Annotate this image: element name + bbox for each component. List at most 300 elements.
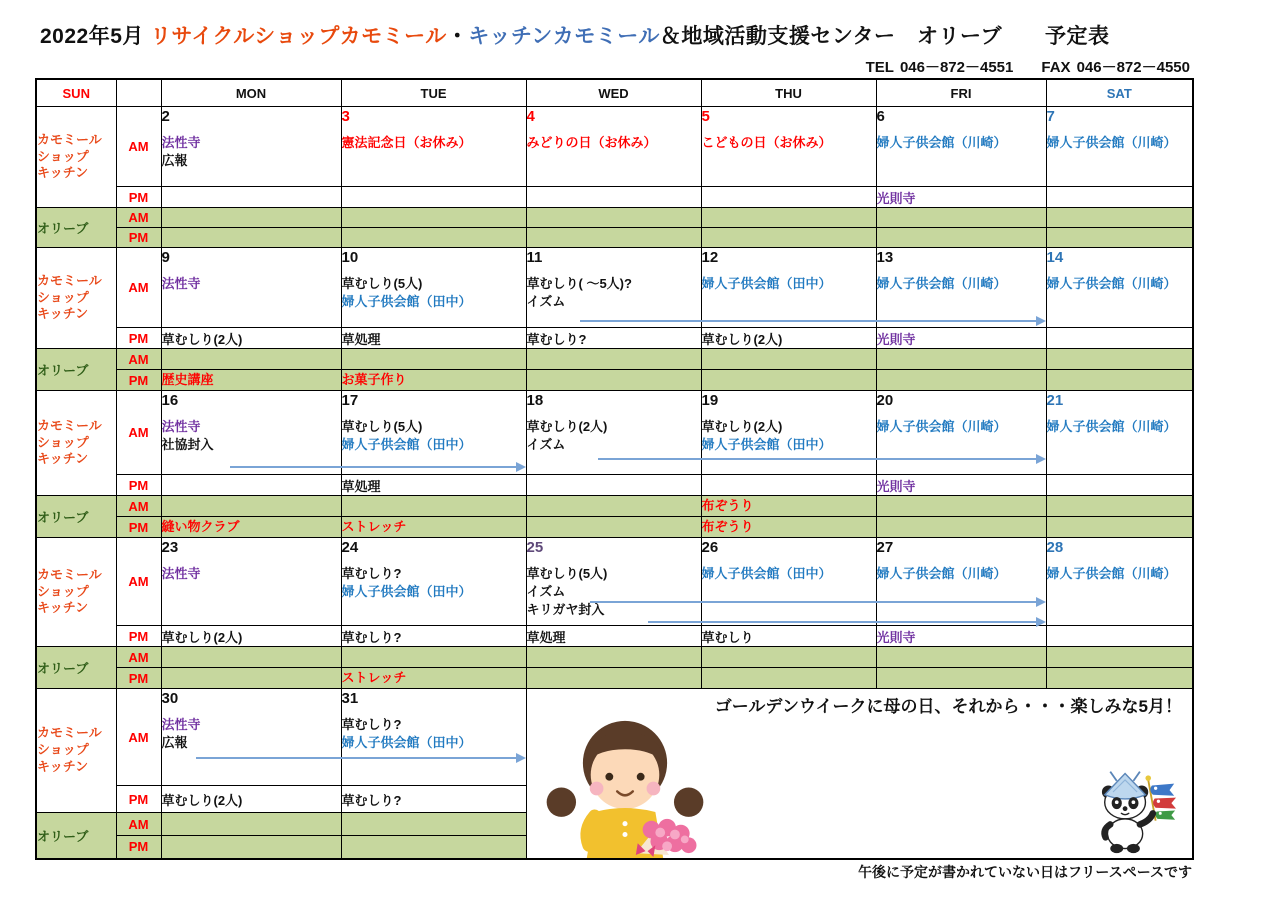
olive-slot-closed xyxy=(1046,228,1193,248)
event-entry: 婦人子供会館（田中） xyxy=(701,566,832,581)
am-events xyxy=(342,275,526,311)
day-cell xyxy=(161,107,341,187)
title-year-month: 2022年5月 xyxy=(40,25,144,48)
event-entry: 法性寺 xyxy=(161,419,201,434)
pm-row-label: PM xyxy=(116,328,161,349)
row-label-olive: オリーブ xyxy=(36,349,116,391)
day-cell-pm xyxy=(341,187,526,208)
olive-activity: 布ぞうり xyxy=(701,498,754,514)
am-events xyxy=(527,418,701,454)
olive-slot xyxy=(526,349,701,370)
am-events xyxy=(1047,275,1193,293)
event-entry: 憲法記念日（お休み） xyxy=(341,135,472,150)
date-label: 25 xyxy=(526,539,544,556)
event-entry: 草処理 xyxy=(341,331,381,347)
olive-slot-closed xyxy=(701,208,876,228)
day-cell xyxy=(526,391,701,475)
continuation-arrow xyxy=(598,458,1043,460)
tel-number: 046－872－4551 xyxy=(899,59,1014,76)
event-entry: 婦人子供会館（川崎） xyxy=(876,566,1007,581)
date-label: 5 xyxy=(701,108,710,125)
day-cell xyxy=(341,391,526,475)
date-label: 23 xyxy=(161,539,179,556)
date-label: 10 xyxy=(341,249,359,266)
olive-slot xyxy=(876,496,1046,517)
calendar-table xyxy=(35,78,1194,860)
event-entry: みどりの日（お休み） xyxy=(526,135,657,150)
date-label: 11 xyxy=(526,249,543,266)
week-2-olive-am-row xyxy=(36,349,1193,370)
event-entry: こどもの日（お休み） xyxy=(701,135,832,150)
olive-slot-closed xyxy=(1046,349,1193,370)
am-events xyxy=(342,134,526,152)
row-label-line: カモミール xyxy=(37,131,102,147)
week-3-olive-am-row xyxy=(36,496,1193,517)
am-events xyxy=(342,418,526,454)
day-cell-pm xyxy=(161,475,341,496)
pm-row-label: PM xyxy=(116,836,161,859)
date-label: 13 xyxy=(876,249,894,266)
day-cell-pm xyxy=(701,187,876,208)
week-4-am-row xyxy=(36,538,1193,626)
date-label: 3 xyxy=(341,108,350,125)
date-label: 26 xyxy=(701,539,719,556)
title-kitchen: キッチンカモミール xyxy=(468,25,660,48)
week-3-am-row xyxy=(36,391,1193,475)
continuation-arrow xyxy=(580,320,1043,322)
title-rest: ＆地域活動支援センター オリーブ 予定表 xyxy=(659,25,1110,48)
day-cell xyxy=(1046,107,1193,187)
event-entry: 法性寺 xyxy=(161,566,201,581)
continuation-arrow xyxy=(590,601,1043,603)
olive-slot-closed xyxy=(1046,647,1193,668)
date-label: 19 xyxy=(701,392,719,409)
continuation-arrow xyxy=(196,757,523,759)
event-entry: 光則寺 xyxy=(876,331,916,347)
day-cell-pm xyxy=(1046,328,1193,349)
am-events xyxy=(702,418,876,454)
olive-slot xyxy=(341,836,526,859)
day-cell xyxy=(1046,248,1193,328)
olive-activity: お菓子作り xyxy=(341,372,407,388)
event-entry: 法性寺 xyxy=(161,717,201,732)
day-cell-pm xyxy=(526,475,701,496)
week-3-pm-row xyxy=(36,475,1193,496)
row-label-line: カモミール xyxy=(37,725,102,741)
day-cell-pm xyxy=(161,786,341,813)
row-label-line: ショップ xyxy=(37,434,89,450)
event-entry: 草むしり(2人) xyxy=(161,331,243,347)
am-row-label: AM xyxy=(116,496,161,517)
event-entry: 草むしり(2人) xyxy=(701,419,783,434)
day-cell-pm xyxy=(701,626,876,647)
weekday-header-thu: THU xyxy=(701,79,876,107)
event-entry: 婦人子供会館（川崎） xyxy=(876,276,1007,291)
row-label-line: キッチン xyxy=(37,165,89,181)
week-1-am-row xyxy=(36,107,1193,187)
event-entry: 婦人子供会館（田中） xyxy=(341,294,472,310)
olive-slot xyxy=(161,517,341,538)
event-entry: 草むしり(5人) xyxy=(341,276,423,291)
olive-slot xyxy=(701,370,876,391)
date-label: 20 xyxy=(876,392,894,409)
tel-label: TEL xyxy=(865,59,894,76)
weekday-header-wed: WED xyxy=(526,79,701,107)
olive-slot xyxy=(876,370,1046,391)
row-label-line: キッチン xyxy=(37,600,89,616)
date-label: 4 xyxy=(526,108,535,125)
row-label-line: カモミール xyxy=(37,566,102,582)
olive-slot-closed xyxy=(1046,668,1193,689)
day-cell xyxy=(701,248,876,328)
day-cell-pm xyxy=(341,786,526,813)
olive-slot xyxy=(161,208,341,228)
am-events xyxy=(1047,565,1193,583)
date-label: 16 xyxy=(161,392,179,409)
row-label-chamomile xyxy=(36,107,116,208)
event-entry: 婦人子供会館（川崎） xyxy=(1046,419,1177,434)
row-label-chamomile xyxy=(36,248,116,349)
day-cell-pm xyxy=(876,187,1046,208)
am-events xyxy=(877,565,1046,583)
fax-number: 046－872－4550 xyxy=(1076,59,1190,76)
event-entry: 光則寺 xyxy=(876,190,916,206)
am-events xyxy=(877,418,1046,436)
olive-activity: 歴史講座 xyxy=(161,372,214,388)
am-row-label: AM xyxy=(116,647,161,668)
pm-row-label: PM xyxy=(116,626,161,647)
olive-slot-closed xyxy=(526,228,701,248)
date-label: 12 xyxy=(701,249,719,266)
olive-slot xyxy=(161,349,341,370)
day-cell xyxy=(161,689,341,786)
weekday-header-sun: SUN xyxy=(36,79,116,107)
contact-info xyxy=(860,56,1190,77)
event-entry: 婦人子供会館（川崎） xyxy=(876,419,1007,434)
date-label: 9 xyxy=(161,249,170,266)
olive-slot xyxy=(701,668,876,689)
row-label-line: ショップ xyxy=(37,289,89,305)
day-cell xyxy=(876,107,1046,187)
event-entry: 草むしり? xyxy=(341,566,402,581)
weekday-header-sat: SAT xyxy=(1046,79,1193,107)
day-cell-pm xyxy=(876,626,1046,647)
olive-slot xyxy=(876,517,1046,538)
day-cell-pm xyxy=(876,328,1046,349)
weekday-header-tue: TUE xyxy=(341,79,526,107)
event-entry: 広報 xyxy=(161,735,188,751)
event-entry: 法性寺 xyxy=(161,135,201,150)
olive-slot xyxy=(526,647,701,668)
pm-row-label: PM xyxy=(116,228,161,248)
pm-row-label: PM xyxy=(116,517,161,538)
row-label-line: キッチン xyxy=(37,758,89,774)
am-events xyxy=(1047,134,1193,152)
week-1-pm-row xyxy=(36,187,1193,208)
am-row-label: AM xyxy=(116,391,161,475)
page-title xyxy=(40,20,1109,50)
olive-slot xyxy=(161,668,341,689)
event-entry: 草むしり(2人) xyxy=(161,629,243,645)
am-row-label: AM xyxy=(116,813,161,836)
event-entry: 婦人子供会館（川崎） xyxy=(876,135,1007,150)
day-cell-pm xyxy=(526,626,701,647)
week-4-olive-am-row xyxy=(36,647,1193,668)
olive-slot-closed xyxy=(341,228,526,248)
date-label: 14 xyxy=(1046,249,1064,266)
day-cell xyxy=(876,391,1046,475)
date-label: 30 xyxy=(161,690,179,707)
olive-slot-closed xyxy=(526,668,701,689)
date-label: 31 xyxy=(341,690,359,707)
footer-note: 午後に予定が書かれていない日はフリースペースです xyxy=(857,864,1192,880)
event-entry: イズム xyxy=(526,294,566,310)
week-2-olive-pm-row xyxy=(36,370,1193,391)
event-entry: イズム xyxy=(526,584,566,600)
row-label-line: ショップ xyxy=(37,583,89,599)
olive-slot-closed xyxy=(1046,370,1193,391)
day-cell-pm xyxy=(161,187,341,208)
am-row-label: AM xyxy=(116,107,161,187)
olive-slot xyxy=(876,647,1046,668)
row-label-olive: オリーブ xyxy=(36,647,116,689)
row-label-olive: オリーブ xyxy=(36,813,116,859)
event-entry: 草むしり(5人) xyxy=(526,566,608,581)
olive-slot-closed xyxy=(1046,208,1193,228)
day-cell xyxy=(161,391,341,475)
event-entry: 婦人子供会館（川崎） xyxy=(1046,276,1177,291)
event-entry: イズム xyxy=(526,437,566,453)
pm-row-label: PM xyxy=(116,370,161,391)
olive-slot xyxy=(161,496,341,517)
day-cell xyxy=(1046,538,1193,626)
am-events xyxy=(162,134,341,170)
event-entry: 草むしり(5人) xyxy=(341,419,423,434)
event-entry: 草むしり(2人) xyxy=(161,792,243,808)
pm-row-label: PM xyxy=(116,475,161,496)
day-cell-pm xyxy=(341,475,526,496)
am-events xyxy=(162,565,341,583)
event-entry: 婦人子供会館（田中） xyxy=(341,437,472,453)
event-entry: 広報 xyxy=(161,153,188,169)
day-cell-pm xyxy=(701,475,876,496)
week-3-olive-pm-row xyxy=(36,517,1193,538)
day-cell-pm xyxy=(876,475,1046,496)
day-cell xyxy=(341,248,526,328)
row-label-olive: オリーブ xyxy=(36,208,116,248)
event-entry: 草むしり xyxy=(701,629,754,645)
day-cell-pm xyxy=(1046,475,1193,496)
title-separator: ・ xyxy=(446,25,469,48)
olive-slot xyxy=(876,349,1046,370)
am-events xyxy=(162,275,341,293)
week-1-olive-pm-row xyxy=(36,228,1193,248)
day-cell-pm xyxy=(526,187,701,208)
date-label: 24 xyxy=(341,539,359,556)
am-events xyxy=(527,275,701,311)
olive-activity: ストレッチ xyxy=(341,670,407,686)
event-entry: 法性寺 xyxy=(161,276,201,291)
olive-slot xyxy=(701,647,876,668)
am-row-label: AM xyxy=(116,689,161,786)
am-events xyxy=(527,134,701,152)
day-cell xyxy=(876,538,1046,626)
date-label: 17 xyxy=(341,392,359,409)
day-cell xyxy=(526,107,701,187)
olive-slot-closed xyxy=(701,228,876,248)
row-label-chamomile xyxy=(36,689,116,813)
olive-slot xyxy=(876,208,1046,228)
olive-slot-closed xyxy=(1046,517,1193,538)
am-events xyxy=(702,134,876,152)
olive-slot-closed xyxy=(526,208,701,228)
olive-slot xyxy=(341,813,526,836)
row-label-line: ショップ xyxy=(37,742,89,758)
day-cell xyxy=(701,538,876,626)
am-events xyxy=(162,716,341,752)
day-cell xyxy=(341,689,526,786)
row-label-line: キッチン xyxy=(37,451,89,467)
event-entry: 草むしり? xyxy=(341,629,402,645)
day-cell xyxy=(161,248,341,328)
event-entry: 婦人子供会館（田中） xyxy=(341,584,472,600)
week-4-pm-row xyxy=(36,626,1193,647)
olive-slot-closed xyxy=(1046,496,1193,517)
olive-slot xyxy=(341,517,526,538)
am-events xyxy=(877,134,1046,152)
week-4-olive-pm-row xyxy=(36,668,1193,689)
day-cell xyxy=(526,538,701,626)
am-row-label: AM xyxy=(116,538,161,626)
event-entry: 草処理 xyxy=(526,629,566,645)
event-entry: 草むしり(2人) xyxy=(701,331,783,347)
date-label: 28 xyxy=(1046,539,1064,556)
day-cell xyxy=(701,107,876,187)
event-entry: 婦人子供会館（田中） xyxy=(701,437,832,453)
olive-slot xyxy=(341,370,526,391)
am-events xyxy=(702,275,876,293)
am-row-label: AM xyxy=(116,248,161,328)
row-label-chamomile xyxy=(36,538,116,647)
olive-slot xyxy=(876,668,1046,689)
event-entry: 婦人子供会館（田中） xyxy=(701,276,832,291)
event-entry: 草むしり( ～5人)? xyxy=(526,276,632,291)
day-cell-pm xyxy=(701,328,876,349)
olive-slot xyxy=(341,496,526,517)
weekday-header-spacer xyxy=(116,79,161,107)
olive-slot-closed xyxy=(526,517,701,538)
am-events xyxy=(342,716,526,752)
day-cell xyxy=(1046,391,1193,475)
date-label: 2 xyxy=(161,108,170,125)
fax-label: FAX xyxy=(1041,59,1071,76)
day-cell xyxy=(701,391,876,475)
event-entry: 社協封入 xyxy=(161,437,214,453)
day-cell xyxy=(161,538,341,626)
row-label-olive: オリーブ xyxy=(36,496,116,538)
am-events xyxy=(342,565,526,601)
event-entry: 草むしり? xyxy=(341,717,402,732)
pm-row-label: PM xyxy=(116,187,161,208)
date-label: 27 xyxy=(876,539,894,556)
week-2-pm-row xyxy=(36,328,1193,349)
am-row-label: AM xyxy=(116,349,161,370)
am-events xyxy=(527,565,701,620)
am-row-label: AM xyxy=(116,208,161,228)
event-entry: 草むしり? xyxy=(341,792,402,808)
olive-slot xyxy=(161,647,341,668)
continuation-arrow xyxy=(230,466,523,468)
day-cell-pm xyxy=(526,328,701,349)
date-label: 6 xyxy=(876,108,885,125)
pm-row-label: PM xyxy=(116,786,161,813)
olive-slot xyxy=(876,228,1046,248)
event-entry: 草処理 xyxy=(341,478,381,494)
event-entry: キリガヤ封入 xyxy=(526,602,605,618)
event-entry: 婦人子供会館（田中） xyxy=(341,735,472,751)
day-cell xyxy=(526,248,701,328)
olive-slot xyxy=(161,836,341,859)
pm-row-label: PM xyxy=(116,668,161,689)
olive-slot xyxy=(161,370,341,391)
row-label-line: キッチン xyxy=(37,306,89,322)
olive-slot xyxy=(341,647,526,668)
day-cell-pm xyxy=(1046,187,1193,208)
day-cell xyxy=(341,538,526,626)
am-events xyxy=(702,565,876,583)
bottom-message-cell xyxy=(526,689,1193,859)
day-cell-pm xyxy=(161,328,341,349)
olive-slot-closed xyxy=(526,370,701,391)
row-label-chamomile xyxy=(36,391,116,496)
am-events xyxy=(162,418,341,454)
row-label-line: カモミール xyxy=(37,417,102,433)
event-entry: 光則寺 xyxy=(876,629,916,645)
olive-slot-closed xyxy=(341,208,526,228)
olive-slot xyxy=(701,517,876,538)
event-entry: 草むしり(2人) xyxy=(526,419,608,434)
week-1-olive-am-row xyxy=(36,208,1193,228)
am-events xyxy=(1047,418,1193,436)
olive-slot xyxy=(341,668,526,689)
weekday-header-mon: MON xyxy=(161,79,341,107)
am-events xyxy=(877,275,1046,293)
event-entry: 婦人子供会館（川崎） xyxy=(1046,566,1177,581)
seasonal-message: ゴールデンウイークに母の日、それから・・・楽しみな5月！ xyxy=(714,697,1182,716)
date-label: 18 xyxy=(526,392,544,409)
weekday-header-fri: FRI xyxy=(876,79,1046,107)
continuation-arrow xyxy=(648,621,1043,623)
row-label-line: カモミール xyxy=(37,272,102,288)
week-2-am-row xyxy=(36,248,1193,328)
event-entry: 光則寺 xyxy=(876,478,916,494)
olive-slot xyxy=(701,349,876,370)
olive-slot xyxy=(341,349,526,370)
olive-activity: ストレッチ xyxy=(341,519,407,535)
olive-slot xyxy=(161,813,341,836)
date-label: 7 xyxy=(1046,108,1055,125)
girl-with-bouquet-illustration xyxy=(541,716,709,858)
event-entry: 草むしり? xyxy=(526,331,587,347)
day-cell xyxy=(876,248,1046,328)
date-label: 21 xyxy=(1046,392,1064,409)
olive-slot xyxy=(526,496,701,517)
week-5-am-row xyxy=(36,689,1193,786)
title-recycle-shop: リサイクルショップカモミール xyxy=(150,25,447,48)
day-cell-pm xyxy=(341,626,526,647)
day-cell-pm xyxy=(161,626,341,647)
olive-slot xyxy=(701,496,876,517)
